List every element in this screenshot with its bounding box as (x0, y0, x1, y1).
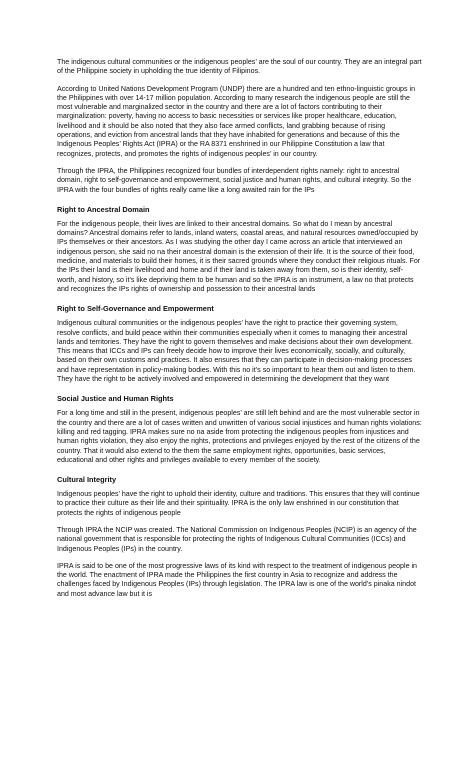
cultural-integrity-paragraph-3: IPRA is said to be one of the most progressive laws of its kind with respect to the treatment of indigenous people in the world. The enactment of IPRA made the Philippines the first country in Asia to recognize and address the challenges faced by Indigenous Peoples (IPs) through legislation. The IPRA law is one of the world’s pinaka nindot and most advance law but it is (57, 561, 418, 598)
intro-paragraph-2: According to United Nations Development Program (UNDP) there are a hundred and ten ethno-linguistic groups in the Philippines with over 14-17 million population. According to many research the indigenous people are still the most vulnerable and marginalized sector in the country and there are a lot of factors contributing to their marginalization: poverty, having no access to basic necessities or services like proper healthcare, education, livelihood and it should be also noted that they also face armed conflicts, land grabbing because of rising operations, and eviction from ancestral lands that they have inhabited for generations and because of this the Indigenous Peoples’ Rights Act (IPRA) or the RA 8371 enshrined in our Philippine Constitution a law that recognizes, protects, and promotes the rights of indigenous peoples’ in our country. (57, 84, 416, 158)
section-heading-ancestral-domain: Right to Ancestral Domain (57, 204, 150, 214)
ancestral-domain-paragraph: For the indigenous people, their lives are linked to their ancestral domains. So what do I mean by ancestral domains? Ancestral domains refer to lands, inland waters, coastal areas, and natural resources owned/occupied by IPs themselves or their ancestors. As I was studying the other day I came across an article that interviewed an indigenous person, she said no na their ancestral domain is the extension of their life. It is the source of their food, medicine, and materials to build their homes, it is their sacred grounds where they conduct their religious rituals. For the IPs their land is their livelihood and home and if their land is taken away from them, so is their identity, self-worth, and history, so it’s like depriving them to be human and so the IPRA is an instrument, a law no that protects and recognizes the IPs rights of ownership and possession to their ancestral lands (57, 219, 421, 293)
cultural-integrity-paragraph-2: Through IPRA the NCIP was created. The National Commission on Indigenous Peoples (NCIP) is an agency of the national government that is responsible for protecting the rights of Indigenous Cultural Communities (ICCs) and Indigenous Peoples (IPs) in the country. (57, 525, 417, 553)
self-governance-paragraph: Indigenous cultural communities or the indigenous peoples’ have the right to practice their governing system, resolve conflicts, and build peace within their communities especially when it comes to managing their ancestral lands and territories. They have the right to govern themselves and make decisions about their own development. This means that ICCs and IPs can freely decide how to improve their lives economically, socially, and culturally, based on their own customs and practices. It also ensures that they can participate in decision-making processes and have representation in policy-making bodies. With this no it’s so important to hear them out and listen to them. They have the right to be actively involved and empowered in determining the development that they want (57, 319, 416, 384)
section-heading-cultural-integrity: Cultural Integrity (57, 475, 117, 485)
cultural-integrity-paragraph-1: Indigenous peoples’ have the right to uphold their identity, culture and traditions. This ensures that they will continue to practice their culture as their life and their spirituality. IPRA is the only law enshrined in our constitution that protects the rights of indigenous people (57, 490, 420, 517)
intro-paragraph-1: The indigenous cultural communities or the indigenous peoples’ are the soul of our country. They are an integral part of the Philippine society in upholding the true identity of Filipinos. (57, 58, 422, 76)
section-heading-self-governance: Right to Self-Governance and Empowerment (57, 304, 214, 314)
section-heading-social-justice: Social Justice and Human Rights (57, 394, 174, 404)
intro-paragraph-3: Through the IPRA, the Philippines recognized four bundles of interdependent rights namely: right to ancestral domain, right to self-governance and empowerment, social justice and human rights, and cultural integrity. So the IPRA with the four bundles of rights really came like a long awaited rain for the IPs (57, 166, 412, 194)
social-justice-paragraph: For a long time and still in the present, indigenous peoples’ are still left behind and are the most vulnerable sector in the country and there are a lot of cases written and unwritten of various social injustices and human rights violations: killing and red tagging. IPRA makes sure no na aside from protecting the indigenous peoples from injustices and human rights violation, they also enjoy the rights, protections and privileges enjoyed by the rest of the citizens of the country. That it would also extend to the them the same employment rights, opportunities, basic services, educational and other rights and privileges available to every member of the society. (57, 409, 422, 464)
